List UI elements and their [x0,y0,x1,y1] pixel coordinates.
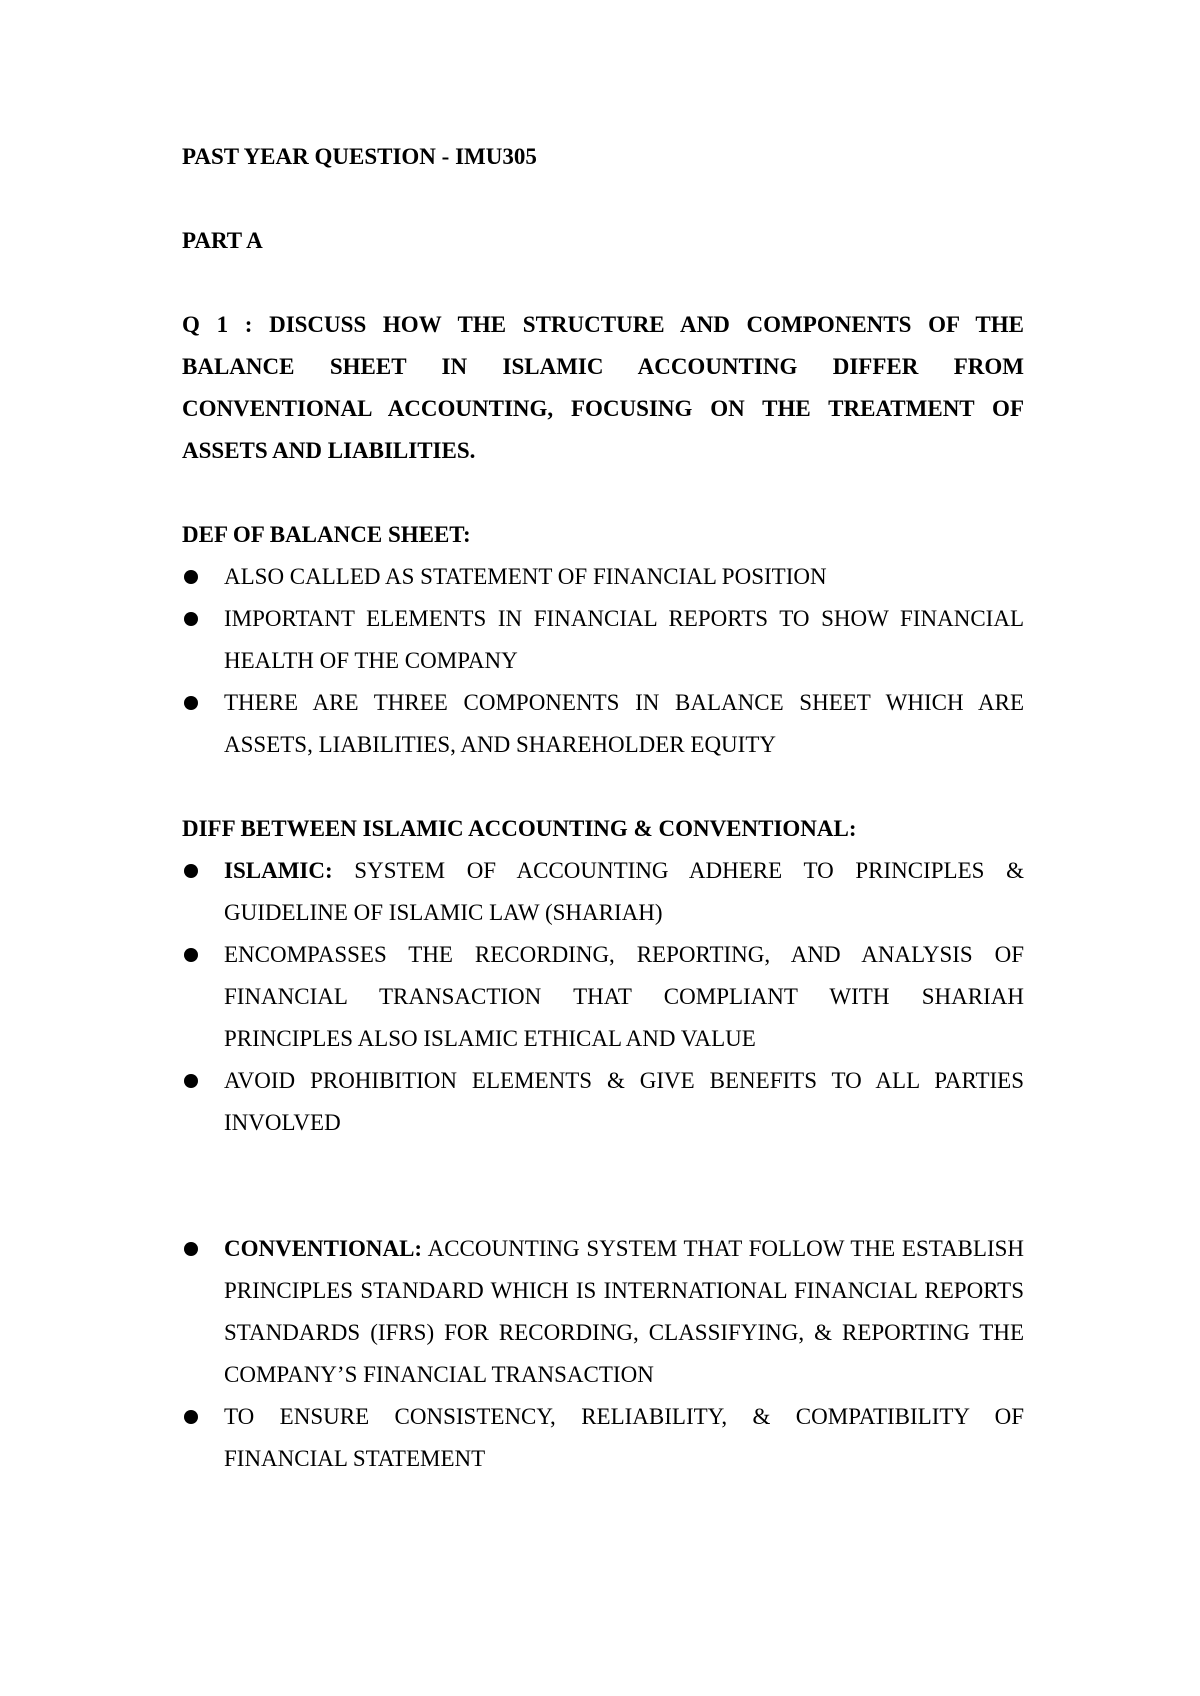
part-heading: PART A [182,228,263,253]
list-item [182,850,1024,934]
bullet-icon [184,1074,198,1088]
list-item [182,598,1024,682]
conventional-lead: CONVENTIONAL: [224,1236,423,1261]
document-title: PAST YEAR QUESTION - IMU305 [182,144,537,169]
bullet-icon [184,570,198,584]
list-item-text: ALSO CALLED AS STATEMENT OF FINANCIAL POSITION [224,564,827,589]
def-bullet-list [182,556,1024,766]
list-item-text: TO ENSURE CONSISTENCY, RELIABILITY, & COMPATIBILITY OF FINANCIAL STATEMENT [224,1404,1024,1471]
question-text: Q 1 : DISCUSS HOW THE STRUCTURE AND COMPONENTS OF THE BALANCE SHEET IN ISLAMIC ACCOUNTING DIFFER FROM CONVENTIONAL ACCOUNTING, FOCUSING ON THE TREATMENT OF ASSETS AND LIABILITIES. [182,312,1024,463]
bullet-icon [184,1410,198,1424]
islamic-definition: SYSTEM OF ACCOUNTING ADHERE TO PRINCIPLES & GUIDELINE OF ISLAMIC LAW (SHARIAH) [224,858,1024,925]
list-item [182,682,1024,766]
def-section-title: DEF OF BALANCE SHEET: [182,522,471,547]
bullet-icon [184,696,198,710]
list-item-text: ENCOMPASSES THE RECORDING, REPORTING, AND ANALYSIS OF FINANCIAL TRANSACTION THAT COMPLIANT WITH SHARIAH PRINCIPLES ALSO ISLAMIC ETHICAL AND VALUE [224,942,1024,1051]
list-item-text: IMPORTANT ELEMENTS IN FINANCIAL REPORTS TO SHOW FINANCIAL HEALTH OF THE COMPANY [224,606,1024,673]
list-item [182,934,1024,1060]
bullet-icon [184,948,198,962]
list-item [182,1060,1024,1144]
document-body [182,136,1024,1480]
bullet-icon [184,612,198,626]
list-item-text: AVOID PROHIBITION ELEMENTS & GIVE BENEFITS TO ALL PARTIES INVOLVED [224,1068,1024,1135]
bullet-icon [184,1242,198,1256]
islamic-lead: ISLAMIC: [224,858,333,883]
diff-section-title: DIFF BETWEEN ISLAMIC ACCOUNTING & CONVENTIONAL: [182,816,857,841]
conventional-definition: ACCOUNTING SYSTEM THAT FOLLOW THE ESTABLISH PRINCIPLES STANDARD WHICH IS INTERNATIONAL FINANCIAL REPORTS STANDARDS (IFRS) FOR RECORDING, CLASSIFYING, & REPORTING THE COMPANY’S FINANCIAL TRANSACTION [224,1236,1024,1387]
list-item [182,1228,1024,1396]
list-item [182,1396,1024,1480]
conventional-bullet-list [182,1228,1024,1480]
list-item-text: THERE ARE THREE COMPONENTS IN BALANCE SHEET WHICH ARE ASSETS, LIABILITIES, AND SHAREHOLDER EQUITY [224,690,1024,757]
list-item [182,556,1024,598]
bullet-icon [184,864,198,878]
islamic-bullet-list [182,850,1024,1144]
